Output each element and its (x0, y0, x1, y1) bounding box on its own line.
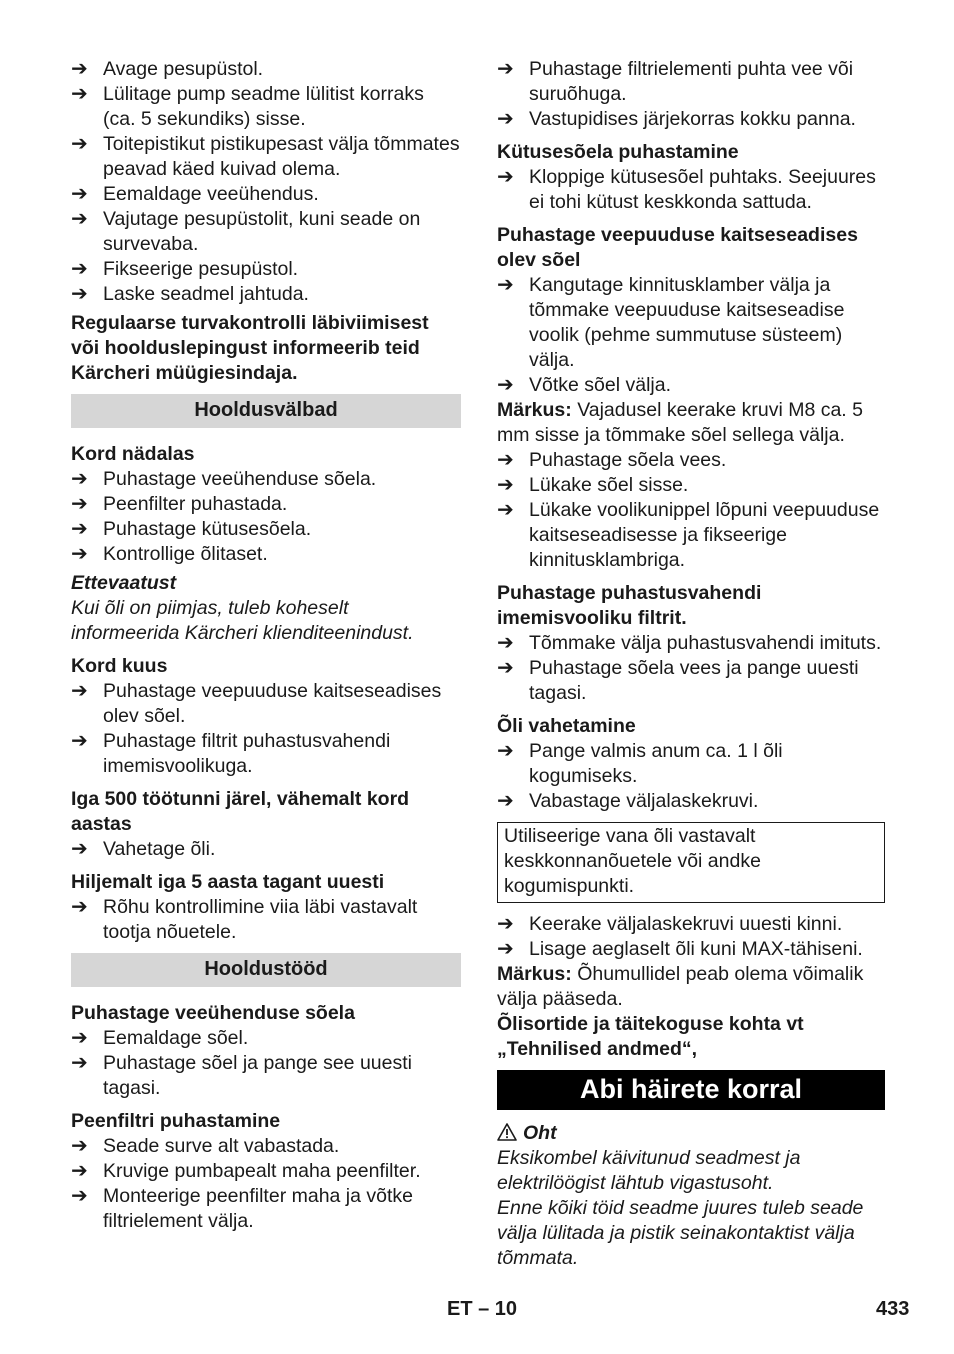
arrow-right-icon: ➔ (497, 740, 514, 762)
step-item (71, 679, 461, 729)
step-item (71, 1051, 461, 1101)
steps-list (71, 57, 461, 307)
right-column (497, 57, 885, 1271)
step-item (71, 1026, 461, 1051)
arrow-right-icon: ➔ (71, 258, 88, 280)
arrow-right-icon: ➔ (71, 208, 88, 230)
step-text: Tõmmake välja puhastusvahendi imituts. (529, 632, 882, 654)
step-item (71, 895, 461, 945)
step-text: Pange valmis anum ca. 1 l õli kogumiseks. (529, 740, 783, 787)
step-text: Kontrollige õlitaset. (103, 543, 268, 565)
step-text: Fikseerige pesupüstol. (103, 258, 299, 280)
note-paragraph (497, 398, 885, 448)
left-column (71, 57, 461, 1234)
step-item (497, 739, 885, 789)
steps-list (497, 57, 885, 132)
environment-note-box: Utiliseerige vana õli vastavalt keskkonnanõuetele või andke kogumispunkti. (497, 822, 885, 903)
arrow-right-icon: ➔ (71, 468, 88, 490)
step-item (71, 1134, 461, 1159)
step-text: Peenfilter puhastada. (103, 493, 288, 515)
step-item (71, 837, 461, 862)
caution-text: Kui õli on piimjas, tuleb koheselt informeerida Kärcheri klienditeenindust. (71, 597, 414, 644)
page-number: 433 (876, 1298, 910, 1320)
arrow-right-icon: ➔ (71, 1185, 88, 1207)
step-item (71, 517, 461, 542)
heading-fine-filter: Peenfiltri puhastamine (71, 1110, 281, 1132)
arrow-right-icon: ➔ (497, 274, 514, 296)
step-text: Lisage aeglaselt õli kuni MAX-tähiseni. (529, 938, 863, 960)
step-text: Seade surve alt vabastada. (103, 1135, 340, 1157)
arrow-right-icon: ➔ (497, 374, 514, 396)
step-text: Lükake voolikunippel lõpuni veepuuduse kaitseseadisesse ja fikseerige kinnitusklambriga. (529, 499, 880, 571)
arrow-right-icon: ➔ (71, 730, 88, 752)
caution-heading: Ettevaatust (71, 572, 177, 594)
step-item (497, 107, 885, 132)
step-item (71, 1159, 461, 1184)
arrow-right-icon: ➔ (497, 632, 514, 654)
heading-oil-change: Õli vahetamine (497, 715, 636, 737)
step-text: Kruvige pumbapealt maha peenfilter. (103, 1160, 421, 1182)
step-text: Kangutage kinnitusklamber välja ja tõmmake veepuuduse kaitseseadise voolik (pehme summutuse süsteem) välja. (529, 274, 845, 371)
arrow-right-icon: ➔ (71, 1135, 88, 1157)
heading-500-hours: Iga 500 töötunni järel, vähemalt kord aastas (71, 788, 410, 835)
arrow-right-icon: ➔ (71, 83, 88, 105)
steps-list (71, 679, 461, 779)
arrow-right-icon: ➔ (497, 108, 514, 130)
arrow-right-icon: ➔ (497, 166, 514, 188)
step-item (71, 467, 461, 492)
step-text: Vastupidises järjekorras kokku panna. (529, 108, 856, 130)
arrow-right-icon: ➔ (497, 499, 514, 521)
steps-list (71, 1134, 461, 1234)
heading-5-years: Hiljemalt iga 5 aasta tagant uuesti (71, 871, 385, 893)
arrow-right-icon: ➔ (497, 474, 514, 496)
step-item (71, 1184, 461, 1234)
step-text: Monteerige peenfilter maha ja võtke filtrielement välja. (103, 1185, 414, 1232)
step-text: Vabastage väljalaskekruvi. (529, 790, 759, 812)
step-item (497, 498, 885, 573)
step-item (497, 373, 885, 398)
note-paragraph (497, 962, 885, 1012)
arrow-right-icon: ➔ (497, 449, 514, 471)
arrow-right-icon: ➔ (497, 913, 514, 935)
step-text: Rõhu kontrollimine viia läbi vastavalt tootja nõuetele. (103, 896, 418, 943)
steps-list (497, 912, 885, 962)
step-item (71, 492, 461, 517)
step-text: Vahetage õli. (103, 838, 216, 860)
step-text: Puhastage filtrielementi puhta vee või suruõhuga. (529, 58, 854, 105)
heading-water-deficiency-sieve: Puhastage veepuuduse kaitseseadises olev sõel (497, 224, 858, 271)
step-text: Vajutage pesupüstolit, kuni seade on survevaba. (103, 208, 421, 255)
step-text: Laske seadmel jahtuda. (103, 283, 309, 305)
step-item (71, 542, 461, 567)
note-label: Märkus: (497, 963, 572, 985)
arrow-right-icon: ➔ (497, 790, 514, 812)
step-item (71, 132, 461, 182)
step-text: Puhastage sõel ja pange see uuesti tagasi. (103, 1052, 412, 1099)
steps-list (71, 1026, 461, 1101)
safety-note: Regulaarse turvakontrolli läbiviimisest või hoolduslepingust informeerib teid Kärcheri müügiesindaja. (71, 312, 429, 384)
arrow-right-icon: ➔ (71, 838, 88, 860)
step-item (71, 182, 461, 207)
heading-monthly: Kord kuus (71, 655, 168, 677)
step-text: Puhastage filtrit puhastusvahendi imemisvoolikuga. (103, 730, 391, 777)
heading-water-connection-sieve: Puhastage veeühenduse sõela (71, 1002, 355, 1024)
oil-reference: Õlisortide ja täitekoguse kohta vt „Tehnilised andmed“, (497, 1013, 804, 1060)
step-item (71, 207, 461, 257)
step-item (71, 57, 461, 82)
step-text: Lülitage pump seadme lülitist korraks (ca. 5 sekundiks) sisse. (103, 83, 424, 130)
step-item (497, 789, 885, 814)
arrow-right-icon: ➔ (71, 283, 88, 305)
arrow-right-icon: ➔ (71, 183, 88, 205)
chapter-title: Abi häirete korral (497, 1070, 885, 1110)
arrow-right-icon: ➔ (497, 657, 514, 679)
step-text: Avage pesupüstol. (103, 58, 264, 80)
footer-section-label: ET – 10 (447, 1298, 518, 1320)
arrow-right-icon: ➔ (497, 938, 514, 960)
warning-triangle-icon (497, 1123, 517, 1141)
steps-list (497, 273, 885, 398)
note-label: Märkus: (497, 399, 572, 421)
step-text: Puhastage veeühenduse sõela. (103, 468, 377, 490)
arrow-right-icon: ➔ (71, 493, 88, 515)
arrow-right-icon: ➔ (71, 133, 88, 155)
note-text: Vajadusel keerake kruvi M8 ca. 5 mm sisse ja tõmmake sõel sellega välja. (497, 399, 863, 446)
step-text: Keerake väljalaskekruvi uuesti kinni. (529, 913, 843, 935)
steps-list (71, 895, 461, 945)
section-band-maintenance-intervals: Hooldusvälbad (71, 394, 461, 428)
arrow-right-icon: ➔ (71, 680, 88, 702)
step-item (497, 912, 885, 937)
step-text: Puhastage kütusesõela. (103, 518, 312, 540)
step-item (497, 273, 885, 373)
step-text: Lükake sõel sisse. (529, 474, 689, 496)
steps-list (497, 739, 885, 814)
step-text: Puhastage veepuuduse kaitseseadises olev sõel. (103, 680, 442, 727)
danger-label: Oht (523, 1122, 557, 1144)
steps-list (497, 448, 885, 573)
arrow-right-icon: ➔ (71, 543, 88, 565)
arrow-right-icon: ➔ (71, 1160, 88, 1182)
arrow-right-icon: ➔ (71, 1052, 88, 1074)
step-text: Puhastage sõela vees ja pange uuesti tagasi. (529, 657, 859, 704)
step-item (497, 448, 885, 473)
arrow-right-icon: ➔ (71, 518, 88, 540)
step-item (497, 937, 885, 962)
step-item (497, 631, 885, 656)
step-text: Eemaldage veeühendus. (103, 183, 319, 205)
step-item (497, 57, 885, 107)
step-text: Puhastage sõela vees. (529, 449, 727, 471)
steps-list (497, 165, 885, 215)
danger-text: Enne kõiki töid seadme juures tuleb seade välja lülitada ja pistik seinakontaktist välja tõmmata. (497, 1197, 864, 1269)
section-band-maintenance-work: Hooldustööd (71, 953, 461, 987)
step-text: Toitepistikut pistikupesast välja tõmmates peavad käed kuivad olema. (103, 133, 460, 180)
arrow-right-icon: ➔ (71, 58, 88, 80)
heading-weekly: Kord nädalas (71, 443, 195, 465)
step-item (71, 257, 461, 282)
danger-heading (497, 1121, 885, 1146)
step-item (71, 282, 461, 307)
steps-list (71, 837, 461, 862)
arrow-right-icon: ➔ (71, 896, 88, 918)
steps-list (497, 631, 885, 706)
step-item (497, 473, 885, 498)
step-item (497, 656, 885, 706)
arrow-right-icon: ➔ (497, 58, 514, 80)
steps-list (71, 467, 461, 567)
step-item (71, 82, 461, 132)
step-text: Võtke sõel välja. (529, 374, 671, 396)
step-item (71, 729, 461, 779)
step-text: Kloppige kütusesõel puhtaks. Seejuures ei tohi kütust keskkonda sattuda. (529, 166, 876, 213)
danger-text: Eksikombel käivitunud seadmest ja elektrilöögist lähtub vigastusoht. (497, 1147, 801, 1194)
step-item (497, 165, 885, 215)
step-text: Eemaldage sõel. (103, 1027, 249, 1049)
arrow-right-icon: ➔ (71, 1027, 88, 1049)
heading-suction-hose-filter: Puhastage puhastusvahendi imemisvooliku filtrit. (497, 582, 762, 629)
note-text: Õhumullidel peab olema võimalik välja pääseda. (497, 963, 864, 1010)
heading-fuel-sieve: Kütusesõela puhastamine (497, 141, 739, 163)
